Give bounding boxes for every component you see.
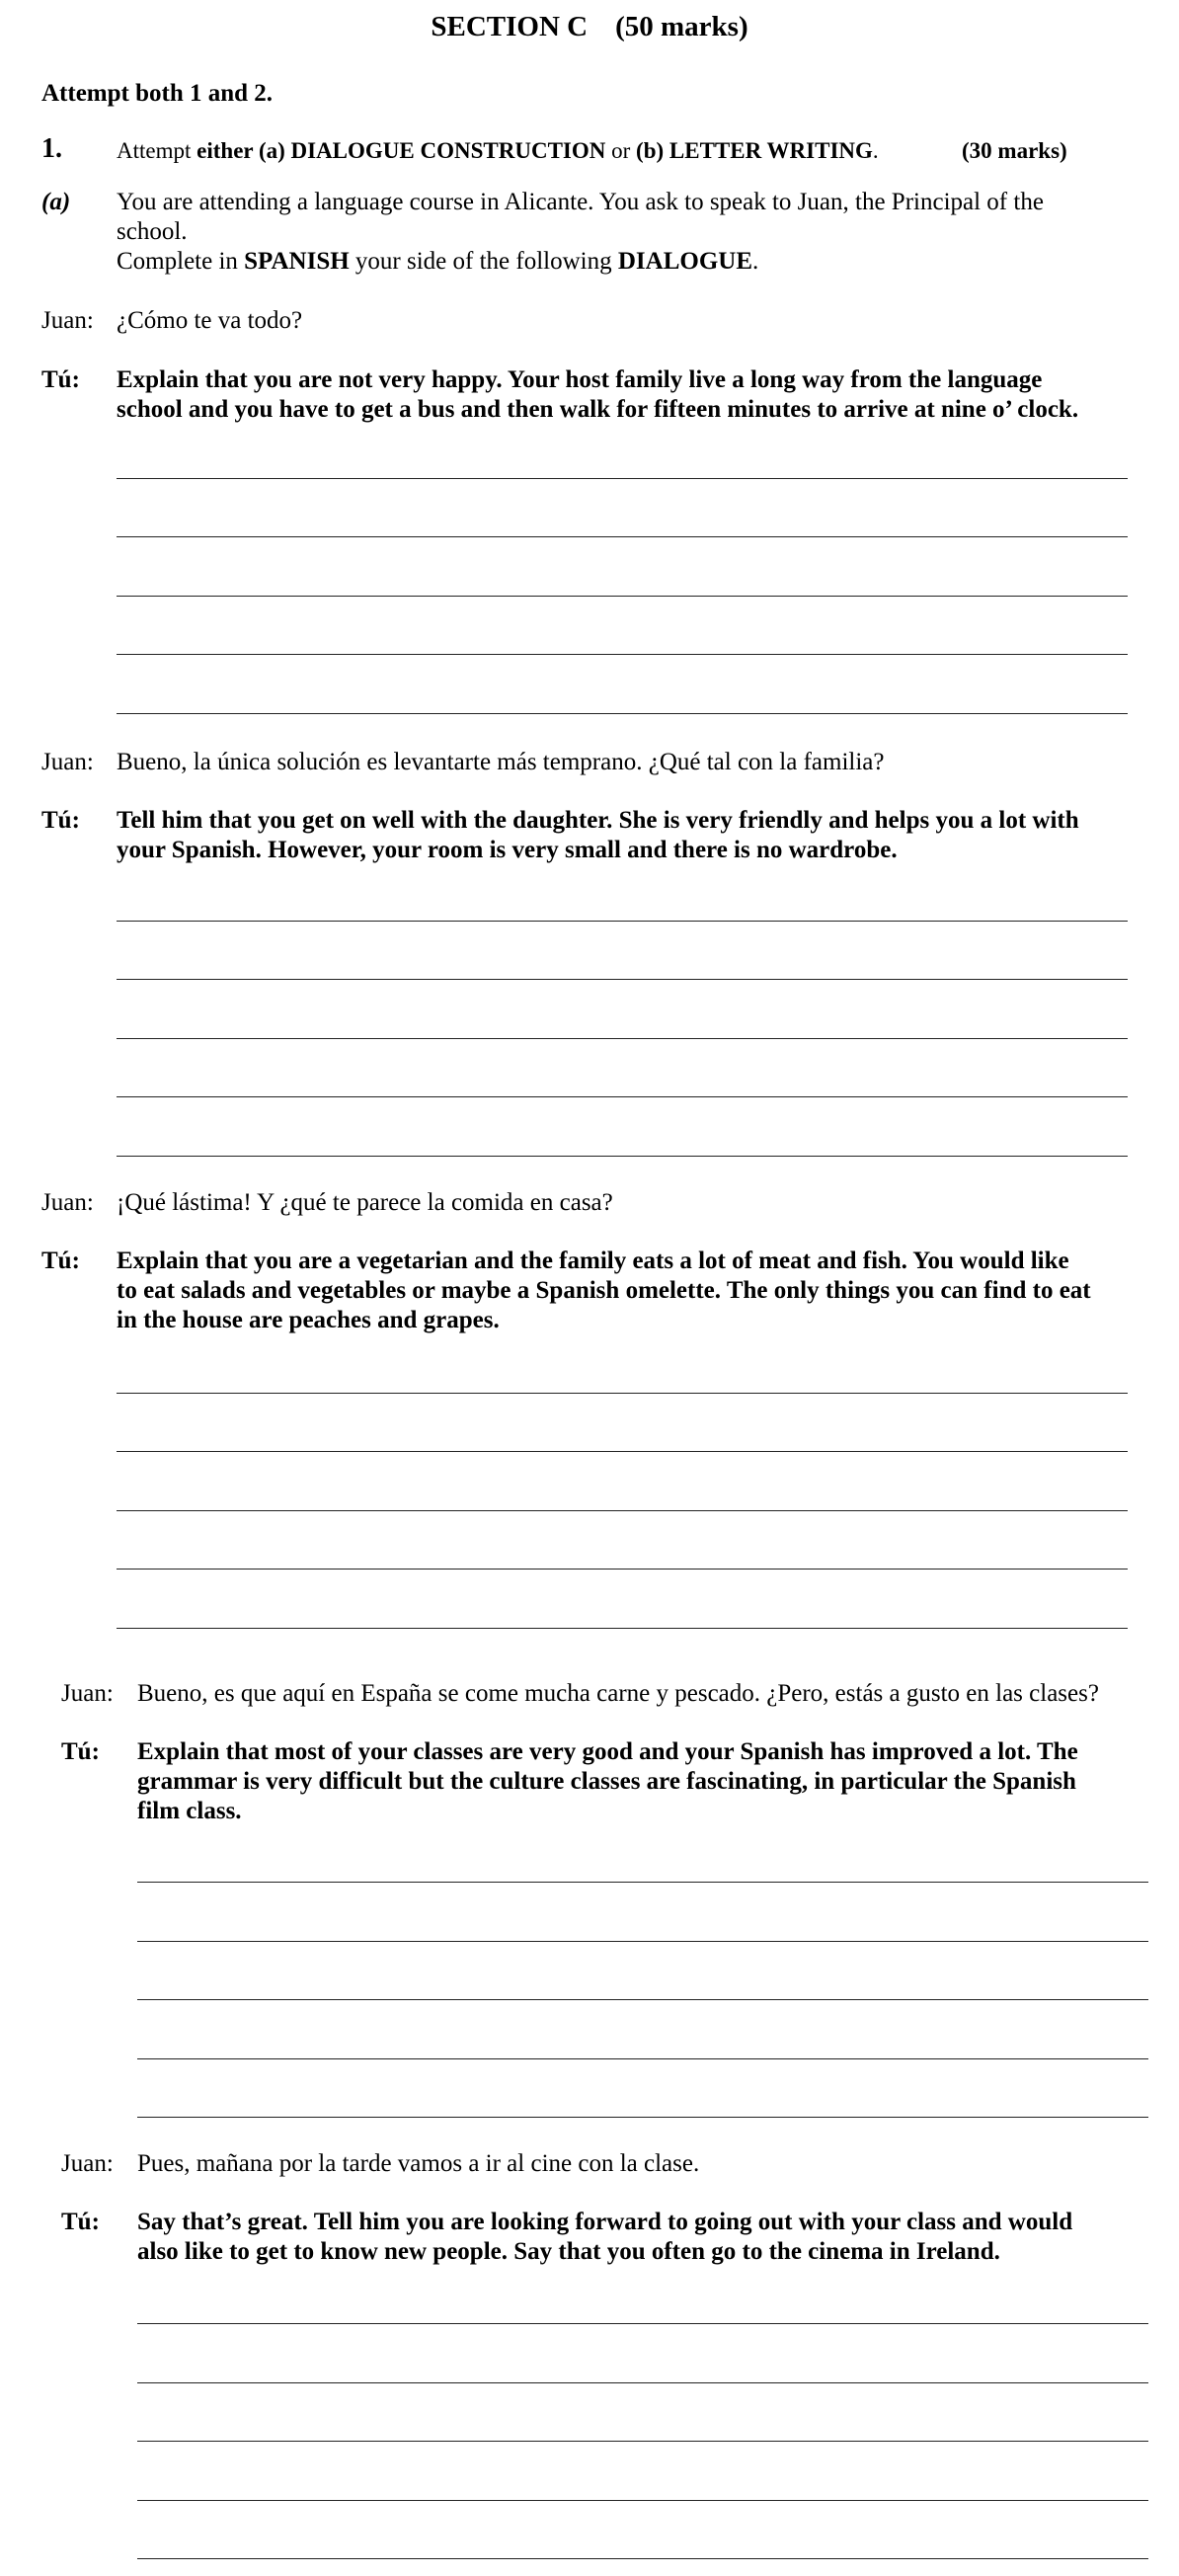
- answer-line[interactable]: [117, 1451, 1128, 1452]
- answer-line[interactable]: [117, 536, 1128, 537]
- juan-line: Pues, mañana por la tarde vamos a ir al cine con la clase.: [137, 2150, 700, 2177]
- question-marks: (30 marks): [962, 138, 1067, 163]
- instructions: Attempt both 1 and 2.: [41, 80, 274, 107]
- answer-line[interactable]: [137, 2441, 1148, 2442]
- spanish-text: SPANISH: [244, 248, 350, 275]
- tu-prompt-line: your Spanish. However, your room is very small and there is no wardrobe.: [117, 837, 898, 863]
- answer-line[interactable]: [117, 1096, 1128, 1097]
- tu-label: Tú:: [41, 1248, 80, 1274]
- tu-prompt-line: to eat salads and vegetables or maybe a Spanish omelette. The only things you can find to eat: [117, 1277, 1091, 1304]
- part-label: (a): [41, 189, 71, 215]
- answer-line[interactable]: [137, 2500, 1148, 2501]
- answer-line[interactable]: [117, 1038, 1128, 1039]
- section-title: SECTION C: [431, 11, 589, 42]
- answer-line[interactable]: [117, 1393, 1128, 1394]
- mid-text: your side of the following: [349, 248, 618, 275]
- juan-line: Bueno, es que aquí en España se come mucha carne y pescado. ¿Pero, estás a gusto en las clases?: [137, 1680, 1099, 1707]
- attempt-text: Attempt: [117, 138, 197, 163]
- answer-line[interactable]: [137, 2117, 1148, 2118]
- answer-line[interactable]: [117, 654, 1128, 655]
- or-text: or: [605, 138, 637, 163]
- answer-line[interactable]: [137, 1941, 1148, 1942]
- tu-prompt-line: also like to get to know new people. Say that you often go to the cinema in Ireland.: [137, 2238, 1000, 2265]
- answer-line[interactable]: [117, 1156, 1128, 1157]
- answer-line[interactable]: [137, 2382, 1148, 2383]
- tu-label: Tú:: [41, 366, 80, 393]
- juan-label: Juan:: [41, 1189, 94, 1216]
- tu-prompt-line: in the house are peaches and grapes.: [117, 1307, 500, 1333]
- tu-prompt-line: film class.: [137, 1798, 242, 1824]
- tu-label: Tú:: [61, 1738, 100, 1765]
- section-marks: (50 marks): [615, 11, 748, 42]
- dialogue-text: DIALOGUE: [617, 248, 752, 275]
- juan-label: Juan:: [61, 2150, 114, 2177]
- part-a-line-2: school.: [117, 218, 188, 245]
- juan-line: ¿Cómo te va todo?: [117, 307, 303, 334]
- answer-line[interactable]: [117, 1569, 1128, 1570]
- answer-line[interactable]: [117, 1510, 1128, 1511]
- answer-line[interactable]: [117, 921, 1128, 922]
- answer-line[interactable]: [137, 2058, 1148, 2059]
- end-text: .: [752, 248, 759, 275]
- juan-label: Juan:: [41, 307, 94, 334]
- tu-prompt-line: Say that’s great. Tell him you are looking forward to going out with your class and would: [137, 2209, 1073, 2235]
- part-a-line-3: [117, 247, 758, 277]
- juan-line: Bueno, la única solución es levantarte más temprano. ¿Qué tal con la familia?: [117, 749, 885, 775]
- complete-in-text: Complete in: [117, 248, 245, 275]
- answer-line[interactable]: [117, 478, 1128, 479]
- tu-label: Tú:: [61, 2209, 100, 2235]
- tu-prompt-line: Tell him that you get on well with the daughter. She is very friendly and helps you a lot with: [117, 807, 1079, 834]
- period-text: .: [872, 138, 879, 163]
- answer-line[interactable]: [137, 2558, 1148, 2559]
- answer-line[interactable]: [137, 1999, 1148, 2000]
- answer-line[interactable]: [137, 2323, 1148, 2324]
- option-b-text: (b) LETTER WRITING: [636, 138, 873, 163]
- tu-prompt-line: Explain that most of your classes are very good and your Spanish has improved a lot. The: [137, 1738, 1078, 1765]
- juan-label: Juan:: [61, 1680, 114, 1707]
- juan-label: Juan:: [41, 749, 94, 775]
- question-instruction: [117, 136, 879, 166]
- answer-line[interactable]: [137, 1882, 1148, 1883]
- tu-prompt-line: school and you have to get a bus and then walk for fifteen minutes to arrive at nine o’ clock.: [117, 396, 1079, 423]
- part-a-line-1: You are attending a language course in Alicante. You ask to speak to Juan, the Principal of the: [117, 189, 1044, 215]
- tu-prompt-line: Explain that you are not very happy. Your host family live a long way from the language: [117, 366, 1043, 393]
- tu-prompt-line: grammar is very difficult but the culture classes are fascinating, in particular the Spanish: [137, 1768, 1076, 1795]
- answer-line[interactable]: [117, 713, 1128, 714]
- juan-line: ¡Qué lástima! Y ¿qué te parece la comida en casa?: [117, 1189, 613, 1216]
- question-number: 1.: [41, 133, 62, 164]
- answer-line[interactable]: [117, 979, 1128, 980]
- tu-label: Tú:: [41, 807, 80, 834]
- section-header: [0, 10, 1179, 43]
- answer-line[interactable]: [117, 596, 1128, 597]
- option-a-text: either (a) DIALOGUE CONSTRUCTION: [196, 138, 606, 163]
- answer-line[interactable]: [117, 1628, 1128, 1629]
- tu-prompt-line: Explain that you are a vegetarian and the family eats a lot of meat and fish. You would like: [117, 1248, 1069, 1274]
